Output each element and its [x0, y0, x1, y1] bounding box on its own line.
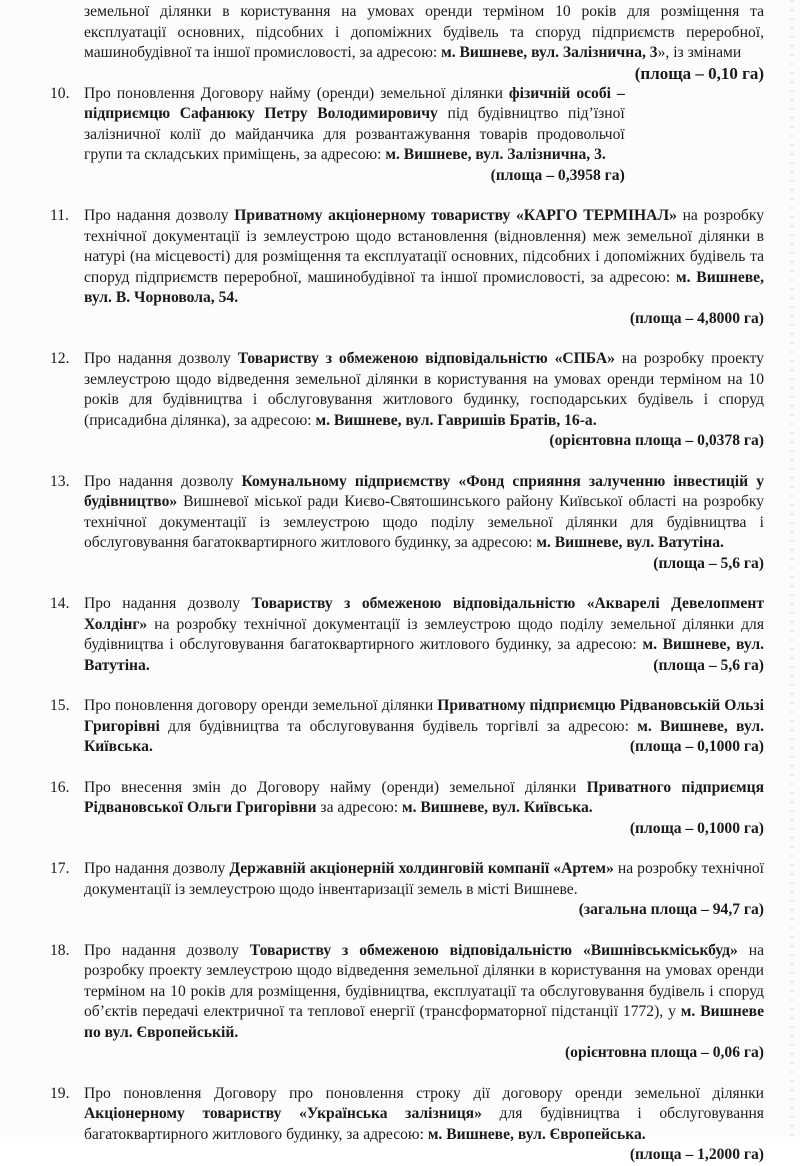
list-item — [50, 778, 764, 819]
item-text — [84, 1084, 764, 1146]
item-text-1: Про надання дозволу — [84, 472, 242, 490]
item-text — [84, 206, 764, 309]
item-subject: фізичній особі – підприємцю Сафанюку Петру Володимировичу — [84, 84, 625, 122]
item-text-1: Про надання дозволу — [84, 595, 252, 612]
item-text-2: під будівництво під’їзної залізничної колії до майданчика для розвантажування товарів продовольчої групи та складських приміщень, за адресою: — [84, 105, 625, 163]
item-text-1: Про внесення змін до Договору найму (оренди) земельної ділянки — [84, 778, 587, 796]
paragraph-gap — [50, 574, 764, 594]
list-item — [50, 696, 764, 758]
item-text-2: на розробку проекту землеустрою щодо відведення земельної ділянки в користування на умовах оренди терміном на 10 років для розміщення, будівництва, експлуатації та обслуговування будівель і споруд об’єктів передачі електричної та теплової енергії (трансформаторної підстанції 1772), у — [84, 941, 764, 1020]
item-area: (орієнтовна площа – 0,06 га) — [564, 1044, 764, 1061]
item-area: (загальна площа – 94,7 га) — [578, 901, 764, 918]
item-subject: Приватного підприємця Рідвановської Ольги Григорівни — [84, 778, 765, 816]
item-address: м. Вишневе, вул. Ватутіна. — [84, 636, 764, 674]
item-subject: Державній акціонерній холдинговій компанії «Артем» — [229, 860, 614, 877]
item-area: (площа – 1,2000 га) — [629, 1146, 764, 1163]
item-text-1: Про надання дозволу — [84, 207, 235, 224]
item-text — [84, 941, 764, 1044]
paragraph-gap — [50, 186, 764, 206]
item-number: 19. — [50, 1084, 70, 1102]
item-subject: Приватному підприємцю Рідвановській Ользі Григорівні — [84, 697, 764, 735]
item-text — [84, 84, 625, 187]
list-item — [50, 941, 764, 1044]
item-subject: Приватному акціонерному товариству «КАРГО ТЕРМІНАЛ» — [234, 207, 677, 224]
item-text-2: для будівництва і обслуговування багатоквартирного житлового будинку, за адресою: — [84, 1105, 764, 1143]
paragraph-gap — [50, 452, 764, 472]
item-text-2: за адресою: — [316, 799, 402, 816]
item-number: 18. — [50, 941, 70, 959]
paragraph-gap — [50, 839, 764, 859]
item-text — [84, 696, 764, 758]
intro-text: земельної ділянки в користування на умовах оренди терміном 10 років для розміщення та експлуатації основних, підсобних і допоміжних будівель та споруд підприємств переробної, машинобудівної та іншої промисловості, за адресою: — [84, 3, 764, 61]
item-address: м. Вишневе, вул. Київська. — [401, 799, 593, 816]
intro-tail: », із змінами — [657, 44, 742, 61]
item-address: м. Вишневе, вул. В. Чорновола, 54. — [84, 268, 764, 306]
intro-paragraph — [50, 2, 764, 83]
item-text-1: Про поновлення Договору про поновлення строку дії договору оренди земельної ділянки — [84, 1084, 764, 1102]
item-text-1: Про поновлення Договору найму (оренди) земельної ділянки — [84, 84, 509, 102]
item-text-2: на розробку технічної документації із землеустрою щодо поділу земельної ділянки для будівництва і обслуговування багатоквартирного житлового будинку, за адресою: — [84, 615, 764, 653]
item-text — [84, 778, 764, 819]
list-item — [50, 349, 764, 431]
item-subject: Акціонерному товариству «Українська залізниця» — [84, 1105, 482, 1122]
item-subject: Товариству з обмеженою відповідальністю «Вишнівськміськбуд» — [249, 941, 738, 959]
item-number: 16. — [50, 778, 70, 796]
item-text-2: на розробку технічної документації із землеустрою щодо інвентаризації земель в місті Вишневе. — [84, 860, 764, 898]
item-area: (площа – 4,8000 га) — [629, 309, 764, 327]
scan-edge-noise — [790, 0, 794, 1137]
intro-area: (площа – 0,10 га) — [634, 63, 764, 83]
item-text-1: Про надання дозволу — [84, 350, 238, 367]
item-text — [84, 859, 764, 900]
list-item — [50, 859, 764, 900]
item-area: (площа – 5,6 га) — [653, 554, 764, 572]
item-area: (орієнтовна площа – 0,0378 га) — [549, 432, 764, 449]
item-number: 11. — [50, 207, 69, 224]
item-text-1: Про надання дозволу — [84, 941, 250, 959]
item-address: м. Вишневе, вул. Залізнична, 3. — [385, 146, 606, 163]
paragraph-gap — [50, 329, 764, 349]
item-number: 12. — [50, 350, 70, 367]
paragraph-gap — [50, 758, 764, 778]
item-text — [84, 349, 764, 431]
item-text — [84, 594, 764, 676]
item-text-1: Про надання дозволу — [84, 860, 230, 877]
item-subject: Товариству з обмеженою відповідальністю «СПБА» — [237, 350, 615, 367]
item-address: м. Вишневе, вул. Ватутіна. — [536, 534, 724, 551]
item-text-1: Про поновлення договору оренди земельної ділянки — [84, 697, 438, 714]
item-number: 10. — [50, 84, 70, 102]
list-item — [50, 594, 764, 676]
item-area: (площа – 0,1000 га) — [629, 819, 764, 837]
items-list — [50, 64, 764, 1166]
item-subject: Комунальному підприємству «Фонд сприяння залученню інвестицій у будівництво» — [84, 472, 764, 510]
item-address: м. Вишневе по вул. Європейській. — [84, 1003, 764, 1041]
paragraph-gap — [50, 921, 764, 941]
list-item — [50, 206, 764, 309]
item-text-2: на розробку проекту землеустрою щодо відведення земельної ділянки в користування на умовах оренди терміном на 10 років для будівництва і обслуговування житлового будинку, господарських будівель і споруд (присадибна ділянка), за адресою: — [84, 350, 764, 429]
item-area: (площа – 0,1000 га) — [629, 738, 764, 755]
item-number: 17. — [50, 860, 70, 877]
item-address: м. Вишневе, вул. Європейська. — [427, 1125, 646, 1143]
item-number: 14. — [50, 595, 70, 612]
item-address: м. Вишневе, вул. Гавришів Братів, 16-а. — [315, 411, 597, 429]
item-number: 13. — [50, 472, 70, 490]
paragraph-gap — [50, 676, 764, 696]
item-area: (площа – 0,3958 га) — [490, 166, 625, 184]
item-text-2: на розробку технічної документації із землеустрою щодо встановлення (відновлення) меж земельної ділянки в натурі (на місцевості) для розміщення та експлуатації основних, підсобних і допоміжних будівель та споруд підприємств переробної, машинобудівної та іншої промисловості, за адресою: — [84, 207, 764, 286]
item-address: м. Вишневе, вул. Київська. — [84, 717, 764, 755]
item-text — [84, 472, 764, 554]
list-item — [50, 472, 764, 554]
list-item — [50, 1084, 764, 1146]
intro-address: м. Вишневе, вул. Залізнична, 3 — [441, 44, 658, 61]
item-subject: Товариству з обмеженою відповідальністю «Акварелі Девелопмент Холдінг» — [84, 595, 764, 633]
paragraph-gap — [50, 1064, 764, 1084]
item-area: (площа – 5,6 га) — [653, 656, 764, 674]
list-item — [50, 84, 625, 187]
item-text-2: Вишневої міської ради Києво-Святошинського району Київської області на розробку технічної документації із землеустрою щодо поділу земельної ділянки для будівництва і обслуговування багатоквартирного житлового будинку, за адресою: — [84, 493, 764, 551]
item-number: 15. — [50, 697, 70, 714]
item-text-2: для будівництва та обслуговування будівель торгівлі за адресою: — [159, 717, 638, 735]
